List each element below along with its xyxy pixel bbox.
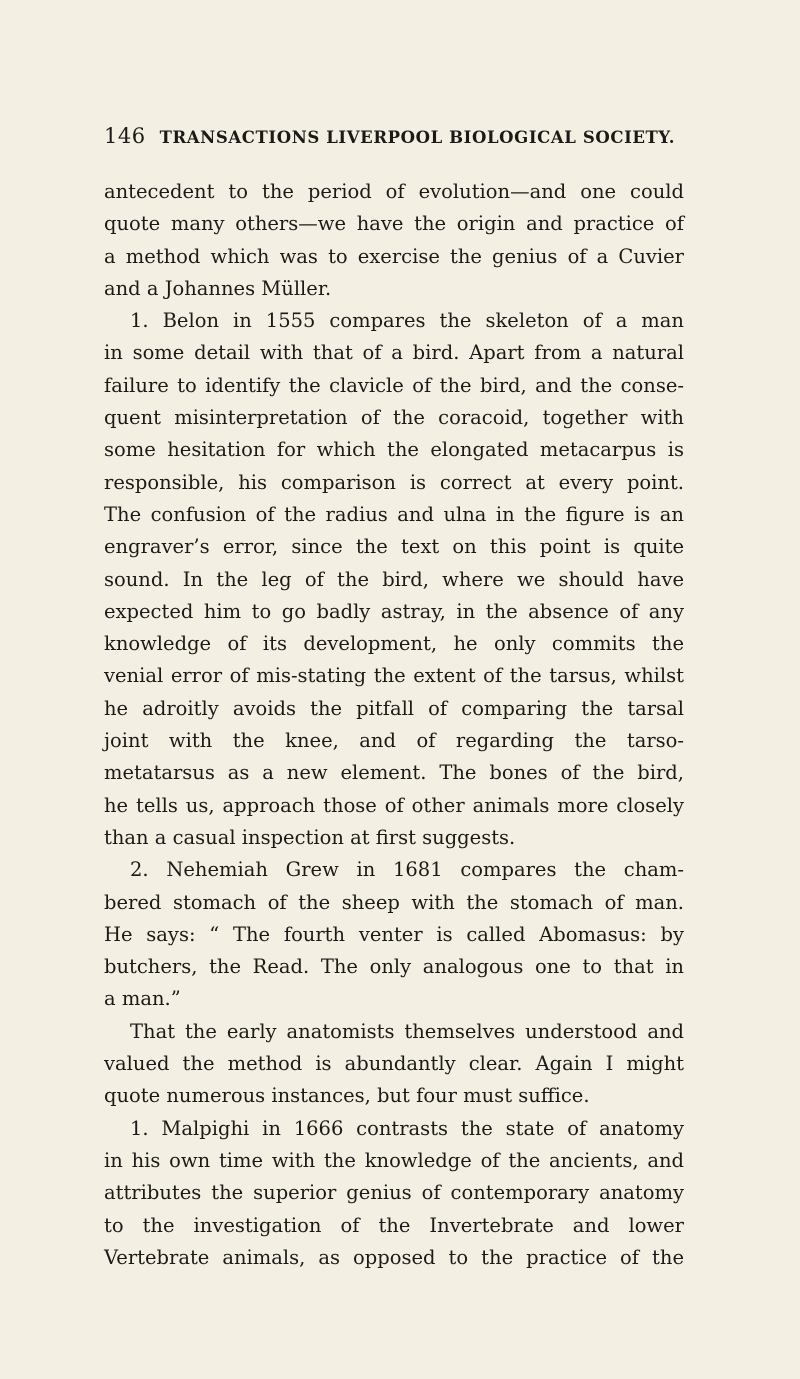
journal-title: TRANSACTIONS LIVERPOOL BIOLOGICAL SOCIETY. [159, 128, 676, 147]
body-text [104, 176, 684, 1274]
text-line: expected him to go badly astray, in the absence of any [104, 599, 684, 623]
text-line: attributes the superior genius of contemporary anatomy [104, 1181, 684, 1205]
text-line: sound. In the leg of the bird, where we should have [104, 567, 684, 591]
text-line: quote numerous instances, but four must suffice. [104, 1084, 590, 1108]
text-line: metatarsus as a new element. The bones of the bird, [104, 761, 684, 785]
running-head [104, 124, 704, 154]
text-line: in his own time with the knowledge of the ancients, and [104, 1148, 684, 1172]
text-line: 1. Malpighi in 1666 contrasts the state of anatomy [130, 1116, 684, 1140]
text-line: 1. Belon in 1555 compares the skeleton of a man [130, 309, 684, 333]
text-line: Vertebrate animals, as opposed to the practice of the [104, 1245, 684, 1269]
text-line: a method which was to exercise the genius of a Cuvier [104, 244, 684, 268]
text-line: responsible, his comparison is correct at every point. [104, 470, 684, 494]
text-line: quent misinterpretation of the coracoid, together with [104, 406, 684, 430]
text-line: quote many others—we have the origin and practice of [104, 212, 684, 236]
text-line: knowledge of its development, he only commits the [104, 632, 684, 656]
text-line: he tells us, approach those of other animals more closely [104, 793, 684, 817]
text-line: He says: “ The fourth venter is called Abomasus: by [104, 922, 684, 946]
text-line: he adroitly avoids the pitfall of comparing the tarsal [104, 696, 684, 720]
text-line: 2. Nehemiah Grew in 1681 compares the cham- [130, 858, 684, 882]
text-line: than a casual inspection at first suggests. [104, 825, 516, 849]
text-line: venial error of mis-stating the extent of the tarsus, whilst [104, 664, 684, 688]
page-number: 146 [104, 124, 146, 148]
text-line: The confusion of the radius and ulna in the figure is an [104, 502, 684, 526]
text-line: failure to identify the clavicle of the bird, and the conse- [104, 373, 684, 397]
text-line: and a Johannes Müller. [104, 276, 332, 300]
text-line: engraver’s error, since the text on this point is quite [104, 535, 684, 559]
text-line: joint with the knee, and of regarding the tarso- [104, 729, 684, 753]
text-line: in some detail with that of a bird. Apart from a natural [104, 341, 684, 365]
text-line: a man.” [104, 987, 181, 1011]
text-line: valued the method is abundantly clear. Again I might [104, 1052, 684, 1076]
text-line: That the early anatomists themselves understood and [130, 1019, 684, 1043]
text-line: to the investigation of the Invertebrate and lower [104, 1213, 684, 1237]
text-line: butchers, the Read. The only analogous one to that in [104, 955, 684, 979]
text-line: antecedent to the period of evolution—and one could [104, 180, 684, 203]
text-line: some hesitation for which the elongated metacarpus is [104, 438, 684, 462]
text-line: bered stomach of the sheep with the stomach of man. [104, 890, 684, 914]
